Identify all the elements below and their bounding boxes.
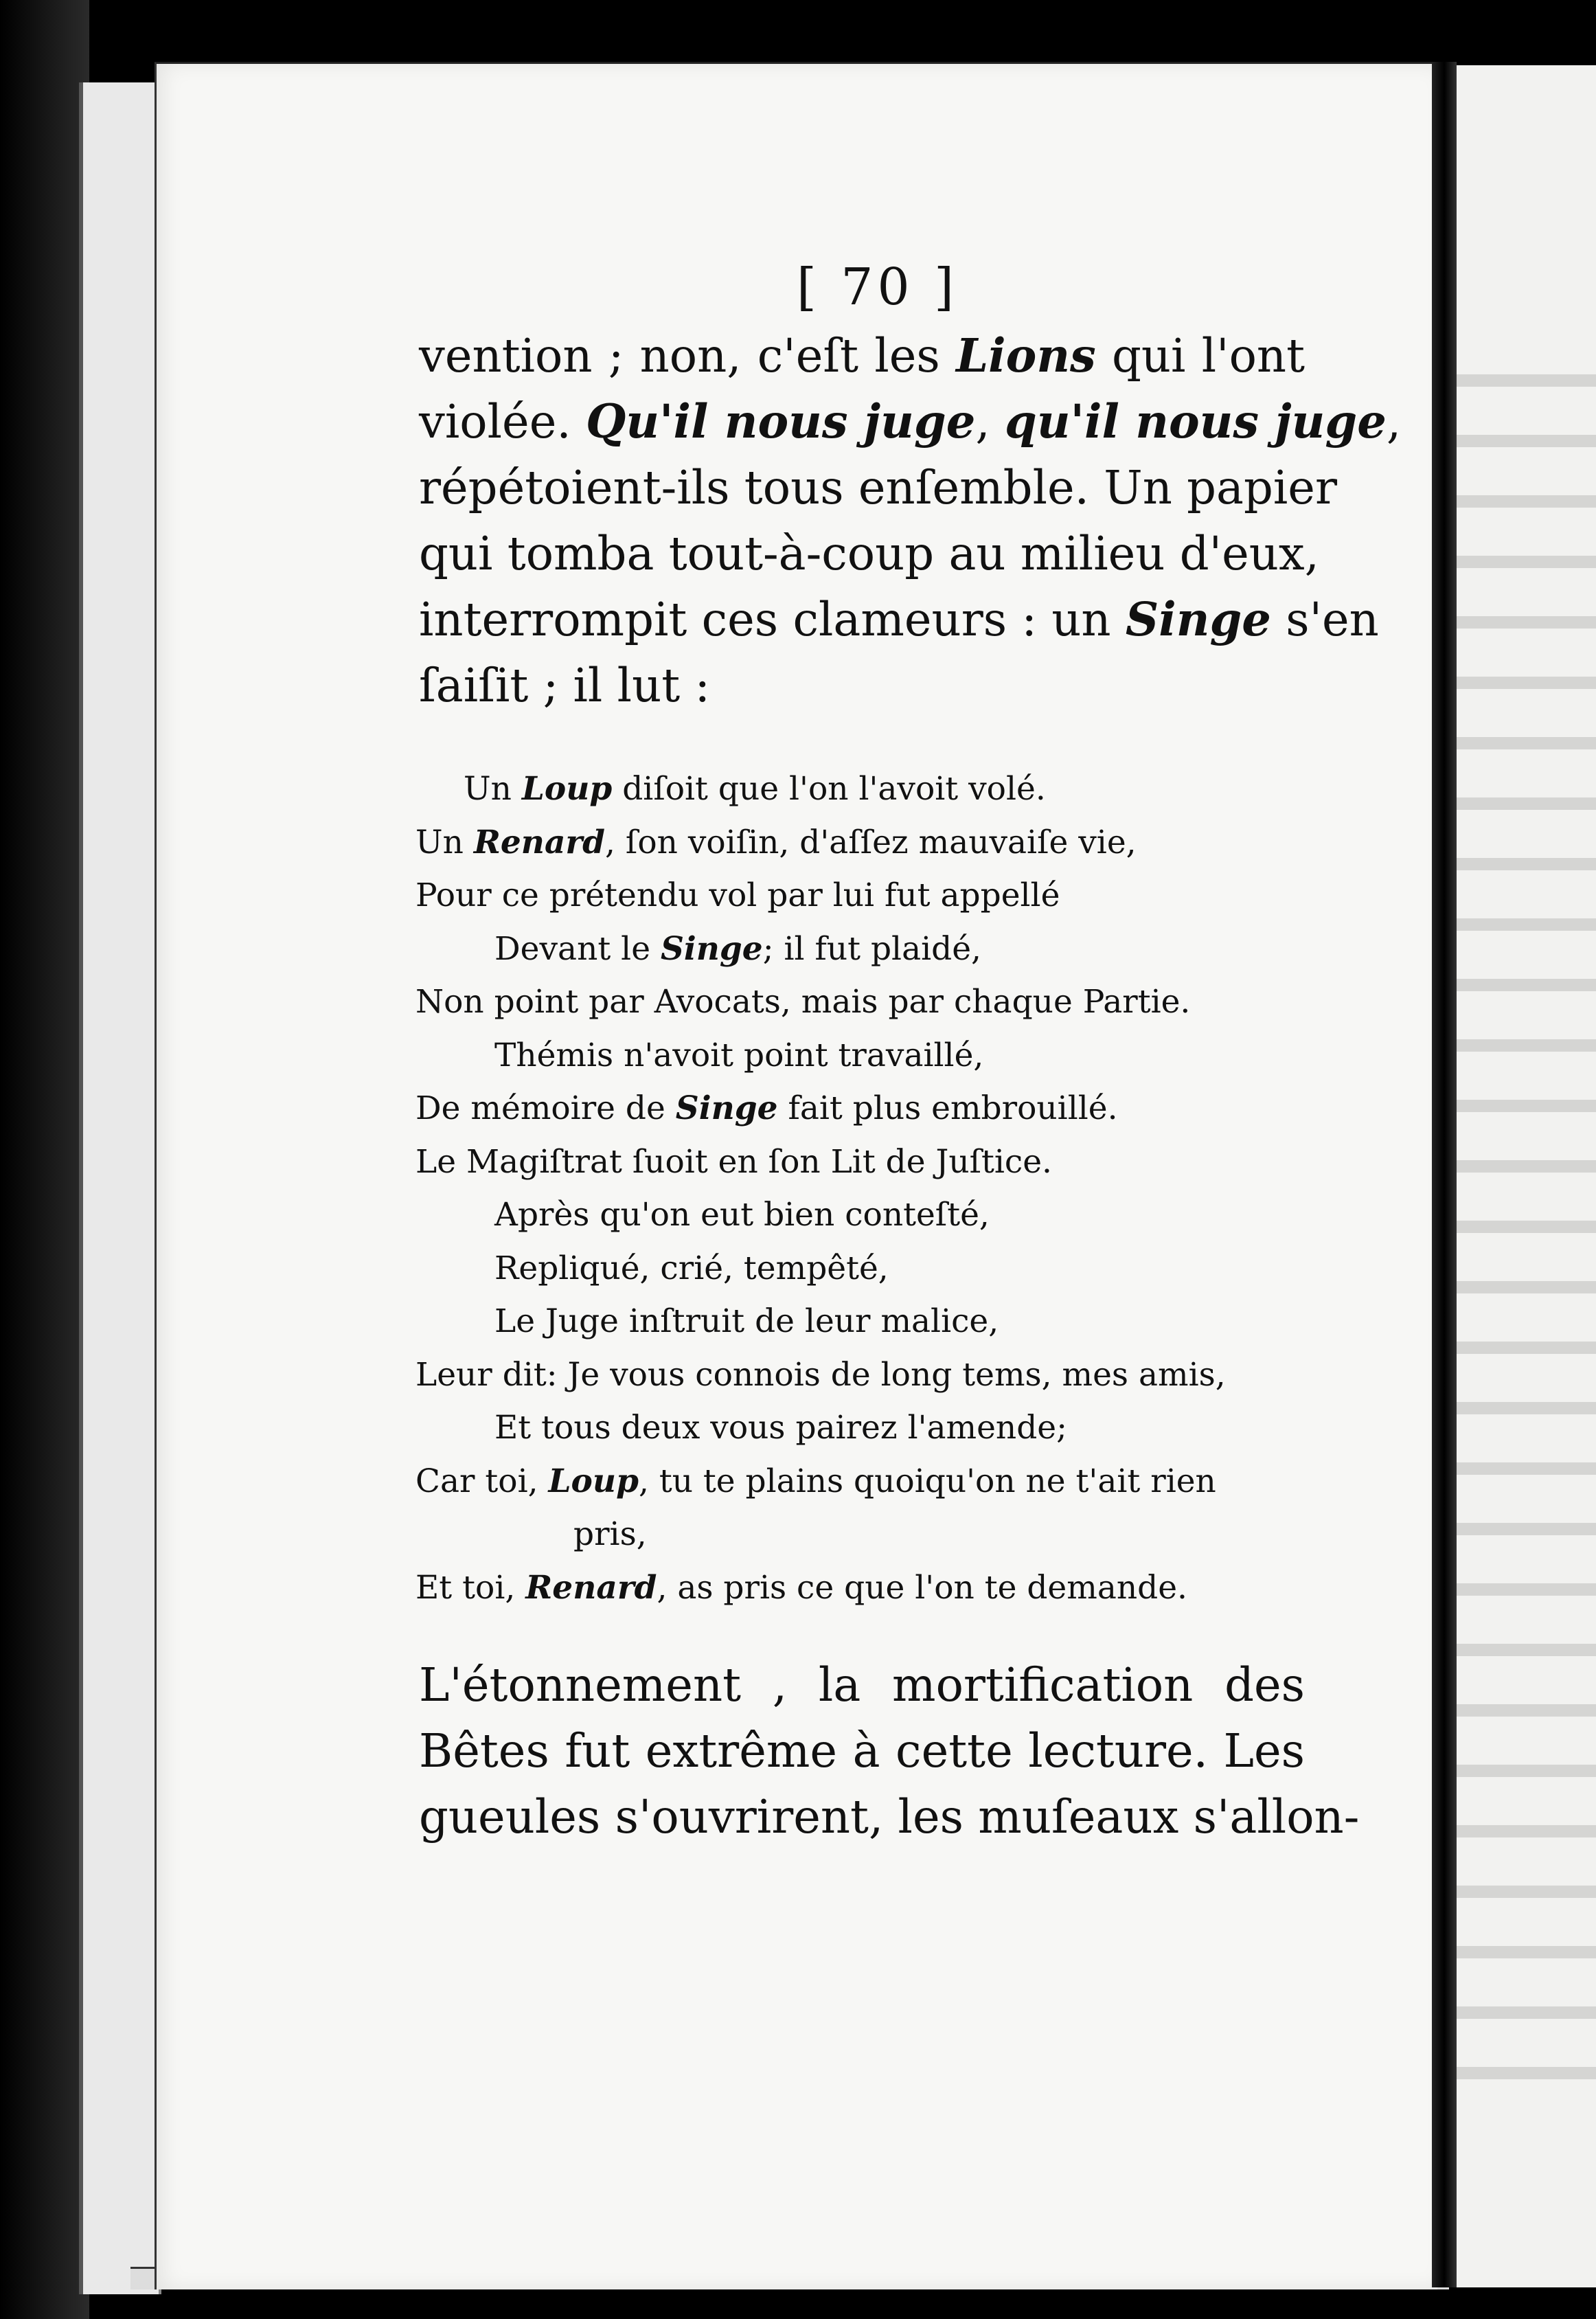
facing-page-text-ghost <box>1457 326 1596 2112</box>
prose-line <box>419 521 1319 587</box>
verse-line <box>415 869 1315 923</box>
text-run: gueules s'ouvrirent, les muſeaux s'allon- <box>419 1790 1360 1844</box>
italic-name: Singe <box>1125 592 1271 646</box>
verse-line <box>415 1242 1315 1296</box>
text-run: Et toi, <box>415 1568 526 1607</box>
italic-name: Qu'il nous juge <box>585 394 976 449</box>
verse-line <box>415 1135 1315 1189</box>
text-run: Un <box>464 770 522 808</box>
verse-line <box>415 975 1315 1029</box>
italic-name: Singe <box>675 1089 778 1127</box>
text-run: Bêtes fut extrême à cette lecture. Les <box>419 1724 1305 1778</box>
text-run: Car toi, <box>415 1462 549 1500</box>
text-run: , ſon voiſin, d'aſſez mauvaiſe vie, <box>605 823 1137 861</box>
text-run: ſaiſit ; il lut : <box>419 659 711 712</box>
text-run: Devant le <box>494 929 661 968</box>
text-run: L'étonnement , la mortification des <box>419 1658 1305 1712</box>
prose-paragraph-bottom <box>419 1652 1360 1850</box>
text-run: pris, <box>573 1515 647 1553</box>
verse-line <box>415 1455 1315 1508</box>
verse-line <box>415 816 1315 870</box>
facing-page <box>1457 65 1596 2287</box>
text-run: diſoit que l'on l'avoit volé. <box>612 770 1046 808</box>
text-run: répétoient-ils tous enſemble. Un papier <box>419 461 1337 514</box>
verse-line <box>415 762 1315 816</box>
text-run: Un <box>415 823 474 861</box>
italic-name: Renard <box>525 1568 657 1607</box>
prose-line <box>419 323 1305 389</box>
text-run: Thémis n'avoit point travaillé, <box>494 1036 984 1074</box>
verse-line <box>415 923 1315 976</box>
text-run: vention ; non, c'eſt les <box>419 329 957 383</box>
text-run: violée. <box>419 395 586 449</box>
prose-line <box>419 455 1337 521</box>
text-run: De mémoire de <box>415 1089 676 1127</box>
prose-line <box>419 1718 1305 1784</box>
text-run: Le Magiſtrat ſuoit en ſon Lit de Juſtice. <box>415 1142 1052 1181</box>
text-run: , <box>975 395 1005 449</box>
prose-paragraph-top <box>419 323 1402 719</box>
text-run: Et tous deux vous pairez l'amende; <box>494 1409 1067 1447</box>
text-run: Le Juge inſtruit de leur malice, <box>494 1302 999 1340</box>
text-run: qui l'ont <box>1095 329 1305 383</box>
prose-line <box>419 389 1402 455</box>
verse-line <box>415 1561 1315 1615</box>
verse-line <box>415 1508 1315 1561</box>
text-run: Pour ce prétendu vol par lui fut appellé <box>415 876 1060 914</box>
verse-line <box>415 1295 1315 1348</box>
page-number: [ 70 ] <box>797 258 958 317</box>
text-run: qui tomba tout-à-coup au milieu d'eux, <box>419 527 1319 580</box>
italic-name: Lions <box>956 328 1096 383</box>
verse-line <box>415 1348 1315 1402</box>
italic-name: Loup <box>521 770 613 808</box>
prose-line <box>419 587 1379 653</box>
italic-name: Singe <box>660 929 763 968</box>
prose-line <box>419 653 1305 719</box>
text-run: , tu te plains quoiqu'on ne t'ait rien <box>638 1462 1216 1500</box>
prose-line <box>419 1652 1305 1718</box>
text-run: Leur dit: Je vous connois de long tems, mes amis, <box>415 1355 1226 1394</box>
verse-line <box>415 1082 1315 1135</box>
book-gutter <box>1432 62 1457 2287</box>
verse-block <box>415 762 1315 1614</box>
text-run: interrompit ces clameurs : un <box>419 593 1126 646</box>
prose-line <box>419 1784 1360 1850</box>
text-run: fait plus embrouillé. <box>777 1089 1118 1127</box>
italic-name: Loup <box>548 1462 639 1500</box>
verse-line <box>415 1188 1315 1242</box>
text-run: Non point par Avocats, mais par chaque Partie. <box>415 983 1191 1021</box>
page-stack-edge <box>79 82 161 2294</box>
text-run: , as pris ce que l'on te demande. <box>657 1568 1187 1607</box>
book-spine <box>0 0 89 2319</box>
text-run: Repliqué, crié, tempêté, <box>494 1249 889 1287</box>
italic-name: qu'il nous juge <box>1004 394 1387 449</box>
verse-line <box>415 1029 1315 1083</box>
text-run: s'en <box>1270 593 1379 646</box>
verse-line <box>415 1401 1315 1455</box>
text-run: ; il fut plaidé, <box>762 929 981 968</box>
text-run: , <box>1386 395 1402 449</box>
italic-name: Renard <box>473 823 606 861</box>
text-run: Après qu'on eut bien conteſté, <box>494 1196 990 1234</box>
